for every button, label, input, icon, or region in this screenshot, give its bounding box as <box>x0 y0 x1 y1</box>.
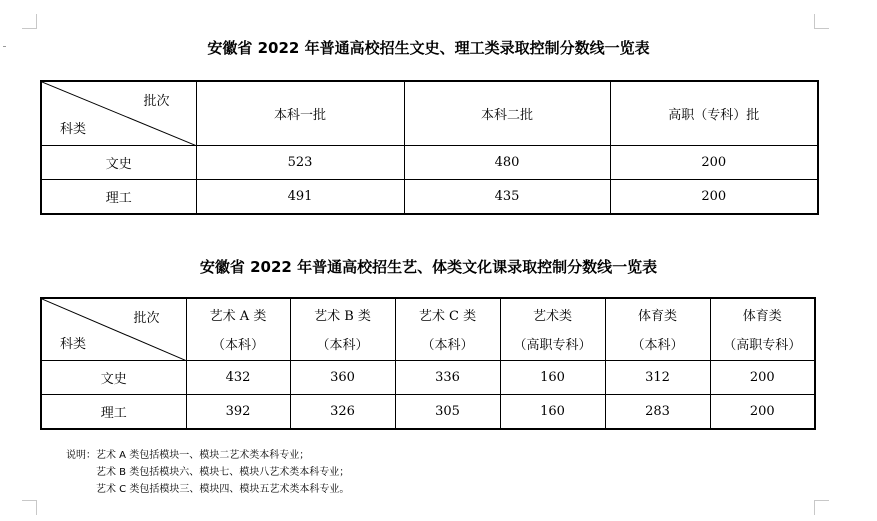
column-header-line1: 艺术 B 类 <box>314 309 371 325</box>
header-batch: 批次 <box>143 94 170 109</box>
score-cell: 200 <box>610 145 818 179</box>
score-cell: 360 <box>290 360 395 394</box>
notes <box>66 447 349 498</box>
note-line: 艺术 C 类包括模块三、模块四、模块五艺术类本科专业。 <box>96 484 350 495</box>
table2-title: 安徽省 2022 年普通高校招生艺、体类文化课录取控制分数线一览表 <box>199 258 658 276</box>
table1-title: 安徽省 2022 年普通高校招生文史、理工类录取控制分数线一览表 <box>207 39 650 57</box>
column-header-line2: （本科） <box>316 338 369 354</box>
column-header <box>290 298 395 360</box>
score-cell: 432 <box>186 360 290 394</box>
score-cell: 480 <box>404 145 610 179</box>
score-cell: 283 <box>605 394 710 429</box>
table2-header-corner <box>41 298 186 360</box>
column-header: 本科一批 <box>196 81 404 145</box>
column-header-line1: 艺术 A 类 <box>209 309 267 325</box>
score-cell: 200 <box>710 394 815 429</box>
column-header-line1: 艺术类 <box>532 309 572 325</box>
column-header-line2: （本科） <box>421 338 474 354</box>
score-cell: 326 <box>290 394 395 429</box>
column-header: 本科二批 <box>404 81 610 145</box>
score-cell: 392 <box>186 394 290 429</box>
note-line: 说明：艺术 A 类包括模块一、模块二艺术类本科专业； <box>66 450 310 461</box>
score-cell: 336 <box>395 360 500 394</box>
margin-mark <box>3 46 6 47</box>
table1-header-corner <box>41 81 196 145</box>
column-header-line1: 艺术 C 类 <box>418 309 477 325</box>
row-label: 文史 <box>41 145 196 179</box>
score-cell: 200 <box>610 179 818 214</box>
page-corner-mark <box>814 14 829 29</box>
header-category: 科类 <box>60 121 87 137</box>
table-row <box>41 179 818 214</box>
column-header-line2: （高职专科） <box>513 338 592 354</box>
column-header <box>605 298 710 360</box>
row-label: 理工 <box>41 179 196 214</box>
table-row <box>41 145 818 179</box>
score-cell: 160 <box>500 394 605 429</box>
page-corner-mark <box>22 14 37 29</box>
score-cell: 305 <box>395 394 500 429</box>
score-cell: 523 <box>196 145 404 179</box>
header-batch: 批次 <box>133 311 160 326</box>
column-header-line1: 体育类 <box>637 309 677 325</box>
score-cell: 160 <box>500 360 605 394</box>
header-category: 科类 <box>60 336 87 352</box>
row-label: 理工 <box>41 394 186 429</box>
column-header <box>500 298 605 360</box>
score-cell: 312 <box>605 360 710 394</box>
table1 <box>40 80 819 215</box>
score-cell: 200 <box>710 360 815 394</box>
table-row <box>41 360 815 394</box>
column-header-line1: 体育类 <box>742 309 782 325</box>
score-cell: 491 <box>196 179 404 214</box>
table-row <box>41 394 815 429</box>
column-header-line2: （高职专科） <box>723 338 802 354</box>
page-corner-mark <box>814 500 829 515</box>
column-header: 高职（专科）批 <box>610 81 818 145</box>
table2 <box>40 297 816 430</box>
row-label: 文史 <box>41 360 186 394</box>
column-header-line2: （本科） <box>631 338 684 354</box>
note-line: 艺术 B 类包括模块六、模块七、模块八艺术类本科专业； <box>96 467 350 478</box>
column-header <box>710 298 815 360</box>
column-header <box>395 298 500 360</box>
page-corner-mark <box>22 500 37 515</box>
column-header <box>186 298 290 360</box>
column-header-line2: （本科） <box>211 338 264 354</box>
score-cell: 435 <box>404 179 610 214</box>
